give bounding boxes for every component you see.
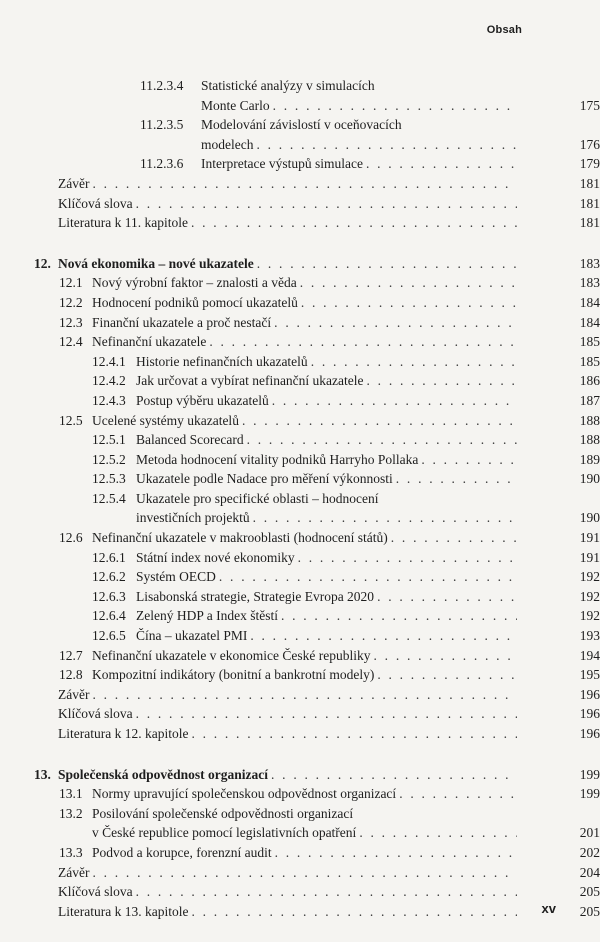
- toc-leader-dots: [377, 665, 517, 685]
- toc-entry-number: 13.2: [59, 805, 83, 821]
- toc-entry-number: 13.: [34, 766, 51, 782]
- toc-leader-dots: [399, 784, 517, 804]
- toc-entry-number: 12.1: [59, 275, 83, 291]
- toc-entry-page: 192: [579, 588, 600, 604]
- toc-entry[interactable]: [0, 704, 600, 724]
- toc-entry[interactable]: [0, 724, 600, 744]
- toc-entry[interactable]: [0, 548, 600, 568]
- toc-entry-page: 195: [579, 667, 600, 683]
- toc-entry-title: Nefinanční ukazatele v ekonomice České republiky: [92, 647, 371, 663]
- toc-entry[interactable]: [0, 902, 600, 922]
- page-number: xv: [541, 901, 556, 916]
- toc-leader-dots: [274, 313, 517, 333]
- toc-entry[interactable]: [0, 765, 600, 785]
- toc-leader-dots: [136, 882, 517, 902]
- toc-entry[interactable]: [0, 843, 600, 863]
- toc-entry-title: Postup výběru ukazatelů: [136, 392, 269, 408]
- toc-entry-page: 205: [579, 884, 600, 900]
- toc-entry-number: 12.4.2: [92, 373, 126, 389]
- toc-entry-page: 186: [579, 373, 600, 389]
- toc-leader-dots: [191, 724, 517, 744]
- toc-entry-page: 193: [579, 628, 600, 644]
- toc-leader-dots: [301, 293, 517, 313]
- toc-entry-number: 12.6.3: [92, 588, 126, 604]
- toc-entry[interactable]: [0, 254, 600, 274]
- toc-entry-title: Společenská odpovědnost organizací: [58, 766, 269, 782]
- toc-entry-page: 196: [579, 706, 600, 722]
- toc-entry-title: Nefinanční ukazatele v makrooblasti (hodnocení států): [92, 530, 388, 546]
- toc-entry-page: 179: [579, 156, 600, 172]
- toc-leader-dots: [275, 843, 517, 863]
- toc-entry-page: 204: [579, 864, 600, 880]
- toc-entry-page: 185: [579, 334, 600, 350]
- toc-entry-title: Finanční ukazatele a proč nestačí: [92, 314, 272, 330]
- toc-leader-dots: [247, 430, 517, 450]
- toc-entry-page: 185: [579, 353, 600, 369]
- table-of-contents: [0, 76, 600, 921]
- toc-entry-number: 12.8: [59, 667, 83, 683]
- toc-entry-page: 202: [579, 844, 600, 860]
- toc-entry-title: Posilování společenské odpovědnosti organizací: [92, 805, 354, 821]
- toc-leader-dots: [256, 135, 517, 155]
- toc-section-gap: [0, 744, 600, 765]
- toc-leader-dots: [300, 273, 517, 293]
- toc-entry[interactable]: [0, 76, 600, 96]
- toc-entry-number: 12.2: [59, 294, 83, 310]
- toc-leader-dots: [359, 823, 517, 843]
- toc-entry-page: 175: [579, 97, 600, 113]
- toc-leader-dots: [92, 863, 517, 883]
- toc-entry-title: Ucelené systémy ukazatelů: [92, 412, 239, 428]
- toc-entry[interactable]: [0, 804, 600, 824]
- toc-leader-dots: [272, 391, 517, 411]
- toc-entry-title: Historie nefinančních ukazatelů: [136, 353, 308, 369]
- toc-entry-title: Nefinanční ukazatele: [92, 334, 207, 350]
- toc-entry-page: 181: [579, 175, 600, 191]
- toc-entry-page: 201: [579, 825, 600, 841]
- toc-entry[interactable]: [0, 823, 600, 843]
- toc-leader-dots: [273, 96, 517, 116]
- toc-entry-number: 12.4: [59, 334, 83, 350]
- toc-entry-title: Ukazatele pro specifické oblasti – hodnocení: [136, 490, 379, 506]
- toc-entry-title: Závěr: [58, 686, 90, 702]
- toc-entry-number: 12.5.1: [92, 432, 126, 448]
- toc-entry-title: modelech: [201, 136, 254, 152]
- toc-entry[interactable]: [0, 174, 600, 194]
- toc-entry-title: Statistické analýzy v simulacích: [201, 78, 375, 93]
- toc-entry-page: 192: [579, 569, 600, 585]
- toc-entry[interactable]: [0, 194, 600, 214]
- toc-entry-number: 11.2.3.5: [140, 117, 184, 133]
- toc-entry-title: Nový výrobní faktor – znalosti a věda: [92, 275, 297, 291]
- toc-entry-number: 12.6.1: [92, 549, 126, 565]
- toc-entry-page: 196: [579, 686, 600, 702]
- toc-leader-dots: [92, 174, 517, 194]
- toc-entry[interactable]: [0, 882, 600, 902]
- toc-leader-dots: [253, 508, 517, 528]
- toc-entry-title: Metoda hodnocení vitality podniků Harryho Pollaka: [136, 451, 419, 467]
- toc-entry-title: Jak určovat a vybírat nefinanční ukazatele: [136, 373, 364, 389]
- toc-entry[interactable]: [0, 391, 600, 411]
- toc-leader-dots: [298, 548, 517, 568]
- toc-entry-title: Kompozitní indikátory (bonitní a bankrotní modely): [92, 667, 375, 683]
- toc-leader-dots: [219, 567, 517, 587]
- toc-entry-number: 11.2.3.4: [140, 78, 184, 93]
- toc-entry-title: Literatura k 11. kapitole: [58, 215, 188, 231]
- toc-entry-page: 189: [579, 451, 600, 467]
- toc-entry[interactable]: [0, 489, 600, 509]
- toc-entry-number: 11.2.3.6: [140, 156, 184, 172]
- toc-entry-number: 12.6: [59, 530, 83, 546]
- toc-leader-dots: [191, 902, 517, 922]
- toc-entry-title: Čína – ukazatel PMI: [136, 628, 248, 644]
- toc-entry-title: Klíčová slova: [58, 195, 133, 211]
- toc-entry-title: Balanced Scorecard: [136, 432, 244, 448]
- toc-leader-dots: [374, 646, 517, 666]
- toc-entry[interactable]: [0, 469, 600, 489]
- toc-entry[interactable]: [0, 273, 600, 293]
- toc-leader-dots: [391, 528, 517, 548]
- toc-leader-dots: [209, 332, 517, 352]
- toc-section-gap: [0, 233, 600, 254]
- toc-entry-title: Podvod a korupce, forenzní audit: [92, 844, 272, 860]
- toc-leader-dots: [136, 194, 517, 214]
- toc-entry-number: 12.6.4: [92, 608, 126, 624]
- toc-leader-dots: [92, 685, 517, 705]
- toc-entry-number: 12.3: [59, 314, 83, 330]
- toc-entry[interactable]: [0, 115, 600, 135]
- toc-leader-dots: [281, 606, 517, 626]
- toc-entry-page: 190: [579, 510, 600, 526]
- toc-entry[interactable]: [0, 863, 600, 883]
- toc-entry-page: 188: [579, 432, 600, 448]
- toc-entry-page: 196: [579, 726, 600, 741]
- toc-entry[interactable]: [0, 587, 600, 607]
- toc-entry-page: 187: [579, 392, 600, 408]
- toc-leader-dots: [421, 450, 517, 470]
- toc-entry-number: 12.6.5: [92, 628, 126, 644]
- toc-entry-title: Lisabonská strategie, Strategie Evropa 2020: [136, 588, 375, 604]
- toc-entry-title: Literatura k 13. kapitole: [58, 903, 189, 919]
- toc-entry[interactable]: [0, 371, 600, 391]
- toc-entry-title: Nová ekonomika – nové ukazatele: [58, 255, 254, 271]
- toc-leader-dots: [191, 213, 517, 233]
- toc-entry[interactable]: [0, 135, 600, 155]
- toc-entry-page: 194: [579, 647, 600, 663]
- running-header: Obsah: [486, 24, 522, 36]
- toc-entry[interactable]: [0, 411, 600, 431]
- toc-entry[interactable]: [0, 352, 600, 372]
- toc-entry-title: v České republice pomocí legislativních opatření: [92, 825, 357, 841]
- toc-entry-page: 181: [579, 215, 600, 231]
- toc-entry-title: Klíčová slova: [58, 706, 133, 722]
- toc-entry-title: Normy upravující společenskou odpovědnost organizací: [92, 786, 397, 802]
- toc-entry[interactable]: [0, 567, 600, 587]
- toc-entry-page: 205: [579, 903, 600, 919]
- toc-entry[interactable]: [0, 508, 600, 528]
- toc-entry[interactable]: [0, 213, 600, 233]
- toc-entry-title: Literatura k 12. kapitole: [58, 726, 189, 741]
- toc-entry-number: 12.5: [59, 412, 83, 428]
- toc-leader-dots: [367, 371, 517, 391]
- toc-entry-title: investičních projektů: [136, 510, 250, 526]
- toc-entry[interactable]: [0, 450, 600, 470]
- toc-entry-number: 13.1: [59, 786, 83, 802]
- toc-entry-title: Ukazatele podle Nadace pro měření výkonnosti: [136, 471, 393, 487]
- toc-entry-page: 181: [579, 195, 600, 211]
- toc-entry-page: 183: [579, 275, 600, 291]
- toc-entry[interactable]: [0, 154, 600, 174]
- toc-entry-number: 13.3: [59, 844, 83, 860]
- toc-leader-dots: [311, 352, 517, 372]
- toc-leader-dots: [250, 626, 517, 646]
- toc-leader-dots: [242, 411, 517, 431]
- toc-entry[interactable]: [0, 313, 600, 333]
- toc-entry-page: 183: [579, 255, 600, 271]
- toc-entry-title: Monte Carlo: [201, 97, 270, 113]
- toc-entry[interactable]: [0, 646, 600, 666]
- toc-entry-page: 184: [579, 314, 600, 330]
- toc-entry-title: Interpretace výstupů simulace: [201, 156, 363, 172]
- toc-entry-title: Modelování závislostí v oceňovacích: [201, 117, 402, 133]
- toc-entry[interactable]: [0, 665, 600, 685]
- toc-leader-dots: [377, 587, 517, 607]
- toc-entry[interactable]: [0, 606, 600, 626]
- toc-entry-page: 199: [579, 766, 600, 782]
- toc-entry-number: 12.5.4: [92, 490, 126, 506]
- toc-entry[interactable]: [0, 626, 600, 646]
- toc-entry-title: Systém OECD: [136, 569, 216, 585]
- toc-entry[interactable]: [0, 293, 600, 313]
- toc-entry[interactable]: [0, 685, 600, 705]
- toc-entry-number: 12.5.3: [92, 471, 126, 487]
- toc-entry-page: 176: [579, 136, 600, 152]
- toc-entry-number: 12.4.3: [92, 392, 126, 408]
- toc-leader-dots: [396, 469, 517, 489]
- toc-leader-dots: [366, 154, 517, 174]
- toc-entry-number: 12.4.1: [92, 353, 126, 369]
- toc-leader-dots: [136, 704, 517, 724]
- toc-entry-title: Hodnocení podniků pomocí ukazatelů: [92, 294, 298, 310]
- toc-entry-page: 192: [579, 608, 600, 624]
- toc-entry[interactable]: [0, 784, 600, 804]
- toc-entry-number: 12.: [34, 255, 51, 271]
- toc-entry-title: Závěr: [58, 175, 90, 191]
- toc-entry-title: Klíčová slova: [58, 884, 133, 900]
- toc-entry[interactable]: [0, 430, 600, 450]
- toc-entry-title: Závěr: [58, 864, 90, 880]
- toc-entry-page: 199: [579, 786, 600, 802]
- toc-entry[interactable]: [0, 332, 600, 352]
- toc-entry[interactable]: [0, 96, 600, 116]
- toc-entry-page: 184: [579, 294, 600, 310]
- toc-entry-number: 12.7: [59, 647, 83, 663]
- toc-entry-number: 12.5.2: [92, 451, 126, 467]
- toc-entry-page: 191: [579, 549, 600, 565]
- toc-entry-number: 12.6.2: [92, 569, 126, 585]
- toc-leader-dots: [271, 765, 517, 785]
- toc-entry-page: 190: [579, 471, 600, 487]
- toc-entry-title: Státní index nové ekonomiky: [136, 549, 295, 565]
- toc-entry-title: Zelený HDP a Index štěstí: [136, 608, 278, 624]
- toc-entry-page: 191: [579, 530, 600, 546]
- toc-entry-page: 188: [579, 412, 600, 428]
- toc-entry[interactable]: [0, 528, 600, 548]
- toc-leader-dots: [257, 254, 517, 274]
